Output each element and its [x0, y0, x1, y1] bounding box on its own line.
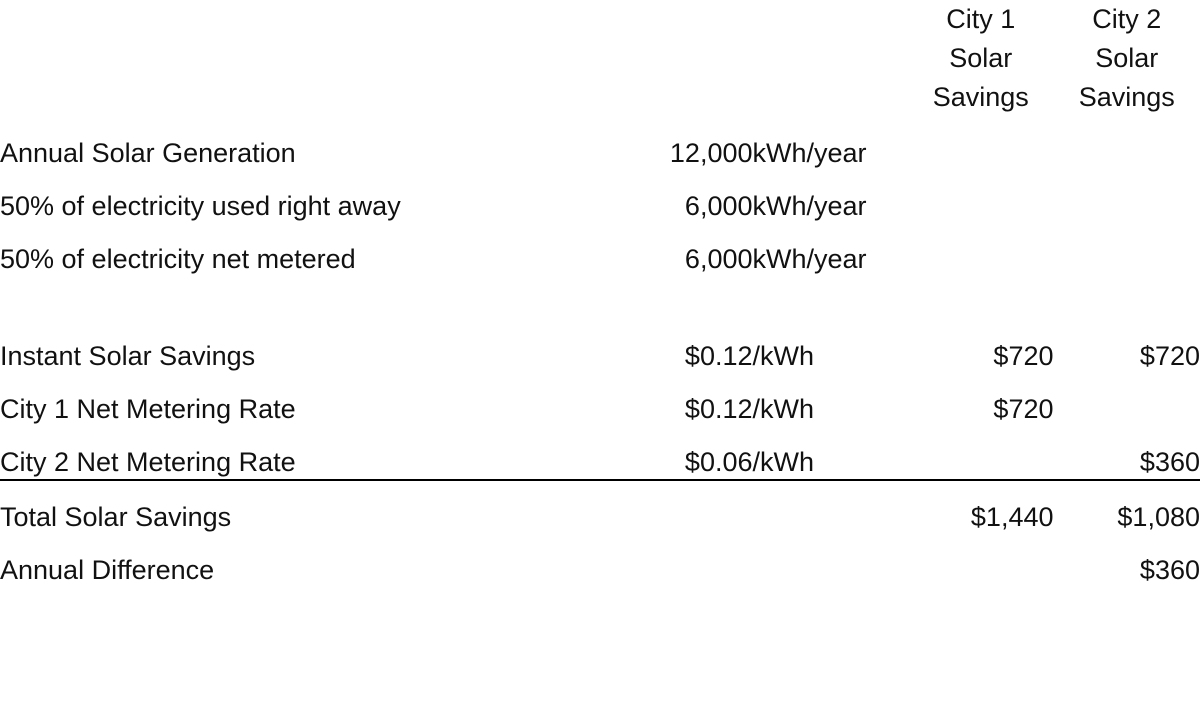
table-row: [0, 426, 1200, 480]
header-city1-line1: City 1: [946, 4, 1016, 34]
row-city1-value: $720: [993, 394, 1054, 425]
spacer-cell: [908, 276, 1053, 320]
row-unit: [753, 480, 909, 534]
table-row-total: [0, 480, 1200, 534]
table-row: [0, 223, 1200, 276]
row-value: 6,000: [684, 244, 753, 275]
table-row: [0, 170, 1200, 223]
header-value-column: [602, 0, 753, 117]
header-label-column: [0, 0, 602, 117]
row-unit: [753, 534, 909, 587]
row-label: Instant Solar Savings: [0, 341, 256, 372]
row-city2-value: $720: [1139, 341, 1200, 372]
row-unit: /kWh: [752, 394, 815, 425]
row-city1-value: $720: [993, 341, 1054, 372]
row-city1-value: $1,440: [908, 480, 1053, 534]
table-row-difference: [0, 534, 1200, 587]
spacer-cell: [753, 276, 909, 320]
row-unit: kWh/year: [752, 138, 867, 169]
header-city2-solar-savings: [1054, 0, 1200, 117]
header-city2-line1: City 2: [1092, 4, 1162, 34]
row-city2-value: [1054, 223, 1200, 276]
row-label: City 2 Net Metering Rate: [0, 447, 296, 478]
row-value: $0.06: [684, 447, 753, 478]
row-label: Annual Difference: [0, 555, 215, 586]
row-city2-value: [1054, 373, 1200, 426]
row-label: City 1 Net Metering Rate: [0, 394, 296, 425]
spacer-cell: [602, 276, 753, 320]
row-value: 12,000: [669, 138, 753, 169]
header-row: [0, 0, 1200, 117]
header-city2-line3: Savings: [1078, 82, 1175, 113]
row-value: 6,000: [684, 191, 753, 222]
row-unit: /kWh: [752, 341, 815, 372]
header-city2-line2: Solar: [1095, 43, 1159, 74]
row-city2-value: $360: [1139, 555, 1200, 586]
table-header: [0, 0, 1200, 117]
row-unit: /kWh: [752, 447, 815, 478]
spacer-cell: [1054, 276, 1200, 320]
row-city1-value: [908, 534, 1053, 587]
header-city1-line2: Solar: [949, 43, 1013, 74]
row-label: Total Solar Savings: [0, 480, 602, 534]
row-label: Annual Solar Generation: [0, 138, 296, 169]
row-city1-value: [908, 117, 1053, 170]
row-value: $0.12: [684, 394, 753, 425]
table-row: [0, 117, 1200, 170]
row-city1-value: [908, 223, 1053, 276]
spacer-row: [0, 276, 1200, 320]
row-city1-value: [908, 426, 1053, 480]
header-city1-solar-savings: [908, 0, 1053, 117]
row-value: [602, 480, 753, 534]
row-label: 50% of electricity net metered: [0, 244, 356, 275]
row-city1-value: [908, 170, 1053, 223]
row-city2-value: [1054, 170, 1200, 223]
row-value: $0.12: [684, 341, 753, 372]
spacer-cell: [0, 276, 602, 320]
row-city2-value: [1054, 117, 1200, 170]
row-city2-value: $360: [1139, 447, 1200, 478]
row-unit: kWh/year: [752, 191, 867, 222]
row-label: 50% of electricity used right away: [0, 191, 401, 222]
row-city2-value: $1,080: [1054, 480, 1200, 534]
table-body: [0, 117, 1200, 587]
row-unit: kWh/year: [752, 244, 867, 275]
row-value: [602, 534, 753, 587]
table-row: [0, 373, 1200, 426]
header-city1-line3: Savings: [932, 82, 1029, 113]
table-row: [0, 320, 1200, 373]
header-unit-column: [753, 0, 909, 117]
